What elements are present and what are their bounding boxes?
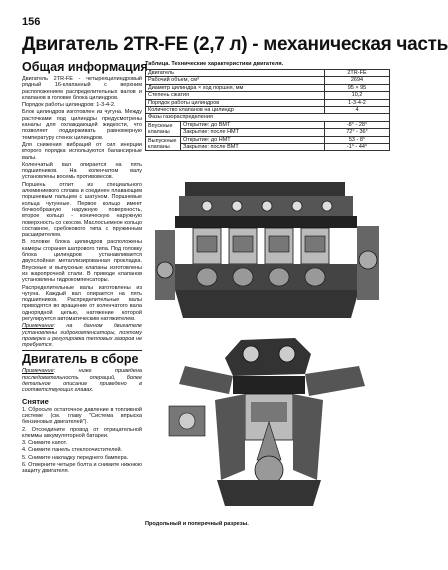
row-value: -8° - 28°: [325, 121, 390, 128]
paragraph: Распределительные валы изготовлены из чугуна. Каждый вал опирается на пять подшипников. Распределительные валы приводятся во вращение от коленчатого вала однорядной цепью, натяжение которой регулируется автоматическим натяжителем.: [22, 284, 142, 322]
row-label: Фазы газораспределения: [146, 114, 390, 121]
paragraph: В головке блока цилиндров расположены камеры сгорания шатрового типа. Под головку блока цилиндров устанавливается двухслойная металлизированная прокладка. Впускные и выпускные клапаны изготовлены из жаропрочной стали. В приводе клапанов установлены гидрокомпенсаторы.: [22, 239, 142, 284]
row-label: Диаметр цилиндра × ход поршня, мм: [146, 84, 325, 91]
right-column: [145, 61, 390, 151]
row-value: 53 - 8°: [325, 136, 390, 143]
paragraph: Для снижения вибраций от сил инерции второго порядка используются балансирные валы.: [22, 141, 142, 161]
note-text: : ниже приведена последовательность операций, более детальное описание приведено в соответствующих главах.: [22, 368, 142, 394]
paragraph: Блок цилиндров изготовлен из чугуна. Между расточками под цилиндры предусмотрены каналы для охлаждающей жидкости, что позволяет поддерживать равномерную температуру стенок цилиндров.: [22, 109, 142, 141]
left-column: [22, 60, 148, 476]
table-row: [146, 77, 390, 84]
figure-caption: Продольный и поперечный разрезы.: [145, 521, 249, 527]
page-number: 156: [22, 16, 41, 28]
removal-step: 1. Сбросьте остаточное давление в топливной системе (см. главу "Система впрыска бензиновых двигателей").: [22, 406, 142, 426]
engine-cutaway-figure: [145, 170, 390, 515]
row-value: 72° - 36°: [325, 129, 390, 136]
row-label: Открытие: до ВМТ: [181, 121, 325, 128]
general-paragraphs: [22, 76, 142, 322]
general-note: [22, 323, 142, 348]
paragraph: Порядок работы цилиндров: 1-3-4-2.: [22, 102, 116, 109]
row-label: Открытие: до НМТ: [181, 136, 325, 143]
divider: [22, 350, 142, 351]
table-row: [146, 114, 390, 121]
table-row: [146, 92, 390, 99]
row-label: Степень сжатия: [146, 92, 325, 99]
table-row: [146, 129, 390, 136]
table-caption: Таблица. Технические характеристики двигателя.: [145, 61, 284, 67]
table-row: [146, 136, 390, 143]
longitudinal-section: [155, 182, 379, 318]
group-label: Впускные клапаны: [146, 121, 181, 136]
general-heading: Общая информация: [22, 60, 148, 74]
removal-step: 3. Снимите капот.: [22, 440, 68, 447]
removal-step: 6. Отверните четыре болта и снимите нижнюю защиту двигателя.: [22, 462, 142, 475]
table-row: [146, 121, 390, 128]
table-row: [146, 70, 390, 77]
row-value: 1-3-4-2: [325, 99, 390, 106]
group-label: Выпускные клапаны: [146, 136, 181, 151]
spec-table: [145, 69, 390, 151]
row-value: 2TR-FE: [325, 70, 390, 77]
page-title: Двигатель 2TR-FE (2,7 л) - механическая часть: [22, 34, 448, 55]
removal-step: 2. Отсоедините провод от отрицательной клеммы аккумуляторной батареи.: [22, 426, 142, 439]
row-value: 2694: [325, 77, 390, 84]
note-label: Примечание: [22, 323, 54, 330]
row-label: Количество клапанов на цилиндр: [146, 107, 325, 114]
row-label: Двигатель: [146, 70, 325, 77]
row-label: Закрытие: после ВМТ: [181, 144, 325, 151]
assembly-note: [22, 368, 142, 393]
paragraph: Коленчатый вал опирается на пять подшипников. На коленчатом валу установлены восемь противовесов.: [22, 161, 142, 181]
paragraph: Двигатель 2TR-FE - четырехцилиндровый рядный 16-клапанный с верхним расположением распределительных валов и клапанов в головке блока цилиндров.: [22, 76, 142, 101]
row-label: Рабочий объем, см³: [146, 77, 325, 84]
table-row: [146, 84, 390, 91]
row-value: -1° - 44°: [325, 144, 390, 151]
table-row: [146, 107, 390, 114]
assembly-heading: Двигатель в сборе: [22, 352, 139, 367]
row-label: Порядок работы цилиндров: [146, 99, 325, 106]
table-row: [146, 144, 390, 151]
transverse-section: [169, 338, 365, 506]
note-label: Примечание: [22, 368, 54, 375]
table-row: [146, 99, 390, 106]
note-text: : на данном двигателе установлены гидрокомпенсаторы, поэтому проверка и регулировка тепловых зазоров не требуется.: [22, 323, 142, 349]
removal-step: 4. Снимите панель стеклоочистителей.: [22, 447, 123, 454]
row-value: 95 × 95: [325, 84, 390, 91]
row-value: 4: [325, 107, 390, 114]
paragraph: Поршень отлит из специального алюминиевого сплава и соединен плавающим поршневым пальцем с шатуном. Поршневые кольца чугунные. Первое кольцо имеет бочкообразную наружную поверхность, второе кольцо - коническую наружную поверхность со скосом. Маслосъемное кольцо составное, сребокового типа с пружинным расширителем.: [22, 181, 142, 239]
removal-step: 5. Снимите накладку переднего бампера.: [22, 454, 129, 461]
removal-heading: Снятие: [22, 396, 49, 406]
row-label: Закрытие: после НМТ: [181, 129, 325, 136]
row-value: 10,2: [325, 92, 390, 99]
